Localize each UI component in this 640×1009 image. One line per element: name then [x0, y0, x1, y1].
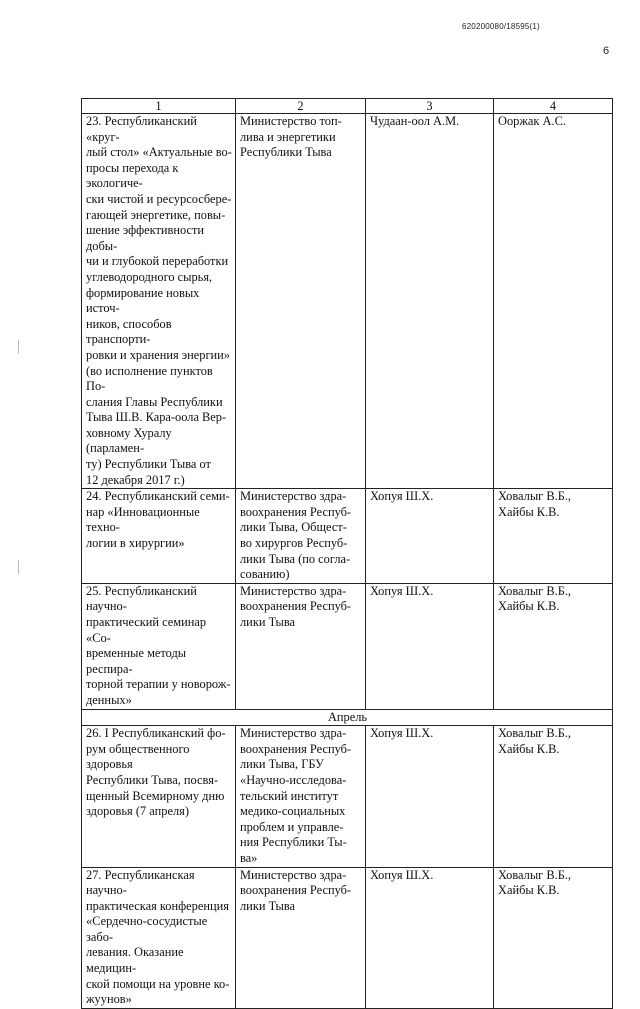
event-schedule-table	[81, 98, 613, 1009]
event-cell: 26. I Республиканский фо- рум общественного здоровья Республики Тыва, посвя- щенный Всемирному дню здоровья (7 апреля)	[82, 726, 236, 867]
table-header-row	[82, 99, 613, 114]
responsible-cell: Хопуя Ш.Х.	[366, 726, 494, 867]
table-row	[82, 489, 613, 584]
table-row	[82, 114, 613, 489]
column-header-1: 1	[82, 99, 236, 114]
organizer-cell: Министерство здра- воохранения Респуб- лики Тыва, ГБУ «Научно-исследова- тельский институт медико-социальных проблем и управле- ния Республики Ты- ва»	[236, 726, 366, 867]
event-cell: 25. Республиканский научно- практический семинар «Со- временные методы респира- торной терапии у новорож- денных»	[82, 583, 236, 709]
event-cell: 27. Республиканская научно- практическая конференция «Сердечно-сосудистые забо- левания. Оказание медицин- ской помощи на уровне ко- жуунов»	[82, 867, 236, 1008]
table-row	[82, 726, 613, 867]
curator-cell: Ховалыг В.Б., Хайбы К.В.	[494, 726, 613, 867]
curator-cell: Ховалыг В.Б., Хайбы К.В.	[494, 489, 613, 584]
margin-mark	[18, 340, 19, 354]
curator-cell: Ховалыг В.Б., Хайбы К.В.	[494, 867, 613, 1008]
curator-cell: Ооржак А.С.	[494, 114, 613, 489]
responsible-cell: Чудаан-оол А.М.	[366, 114, 494, 489]
organizer-cell: Министерство здра- воохранения Респуб- лики Тыва	[236, 867, 366, 1008]
column-header-2: 2	[236, 99, 366, 114]
organizer-cell: Министерство здра- воохранения Респуб- лики Тыва	[236, 583, 366, 709]
event-cell: 23. Республиканский «круг- лый стол» «Актуальные во- просы перехода к экологиче- ски чистой и ресурсосбере- гающей энергетике, повы- шение эффективности добы- чи и глубокой переработки углеводородного сырья, формирование новых источ- ников, способов транспорти- ровки и хранения энергии» (во исполнение пунктов По- слания Главы Республики Тыва Ш.В. Кара-оола Вер- ховному Хуралу (парламен- ту) Республики Тыва от 12 декабря 2017 г.)	[82, 114, 236, 489]
table-row	[82, 583, 613, 709]
month-label: Апрель	[82, 709, 613, 726]
month-row	[82, 709, 613, 726]
page-number: 6	[603, 45, 610, 57]
column-header-3: 3	[366, 99, 494, 114]
document-id: 620200080/18595(1)	[462, 22, 540, 31]
table-row	[82, 867, 613, 1008]
organizer-cell: Министерство здра- воохранения Респуб- лики Тыва, Общест- во хирургов Респуб- лики Тыва (по согла- сованию)	[236, 489, 366, 584]
event-cell: 24. Республиканский семи- нар «Инновационные техно- логии в хирургии»	[82, 489, 236, 584]
curator-cell: Ховалыг В.Б., Хайбы К.В.	[494, 583, 613, 709]
margin-mark	[18, 560, 19, 574]
column-header-4: 4	[494, 99, 613, 114]
responsible-cell: Хопуя Ш.Х.	[366, 489, 494, 584]
organizer-cell: Министерство топ- лива и энергетики Республики Тыва	[236, 114, 366, 489]
responsible-cell: Хопуя Ш.Х.	[366, 867, 494, 1008]
responsible-cell: Хопуя Ш.Х.	[366, 583, 494, 709]
